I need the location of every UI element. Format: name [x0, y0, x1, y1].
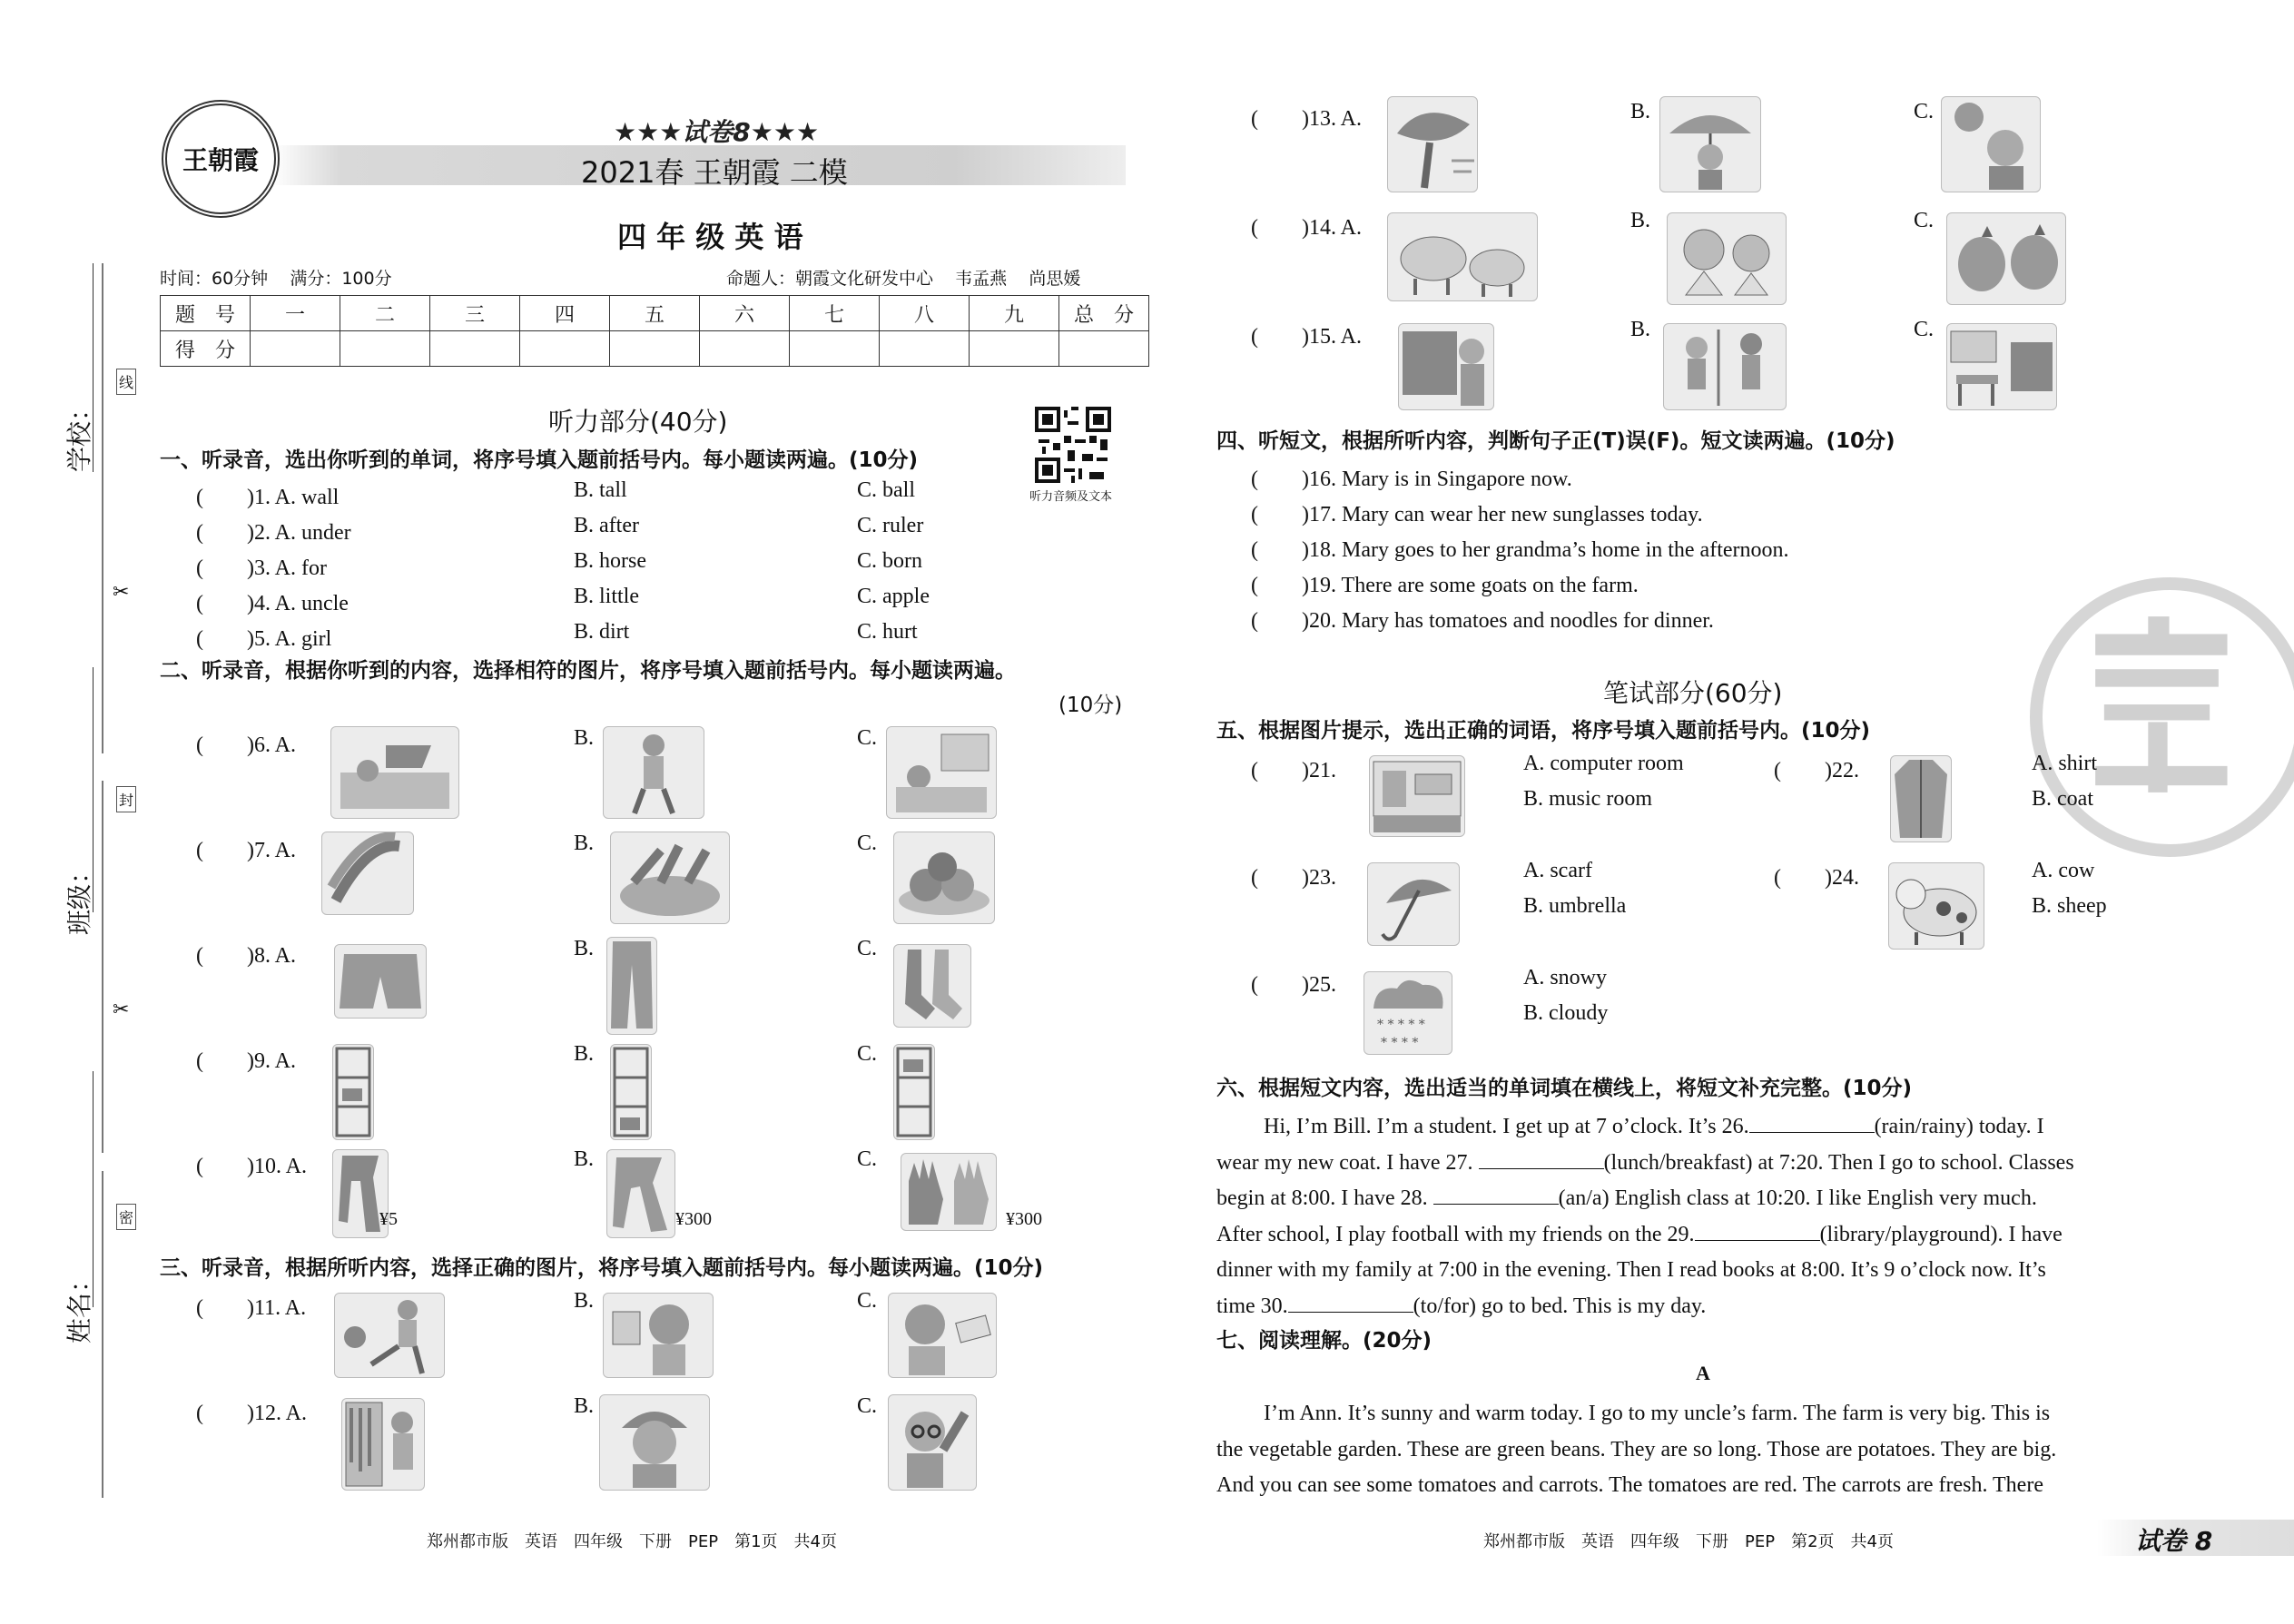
gloves-image[interactable] [901, 1153, 997, 1231]
boy-walking-image[interactable] [603, 726, 704, 819]
q-option[interactable]: B. [574, 832, 595, 855]
q-stem[interactable]: ( )24. [1774, 866, 1859, 890]
q-option[interactable]: A. shirt [2032, 752, 2097, 775]
boy-kicking-ball-image[interactable] [334, 1293, 445, 1378]
boy-in-bed-image[interactable] [330, 726, 459, 819]
gutter-line [102, 781, 103, 1153]
score-header-cell: 总 分 [1059, 296, 1149, 331]
subject-title: 四 年 级 英 语 [617, 220, 803, 254]
footer-left: 郑州都市版 英语 四年级 下册 PEP 第1页 共4页 [427, 1532, 837, 1551]
score-input-cell[interactable] [970, 331, 1059, 367]
q-option[interactable]: B. after [574, 514, 639, 537]
score-header-cell: 二 [340, 296, 430, 331]
umbrella-image[interactable] [1367, 862, 1460, 946]
q-option[interactable]: C. [1914, 318, 1935, 341]
gutter-blank-line [93, 1071, 94, 1307]
q-option[interactable]: A. snowy [1523, 966, 1608, 989]
q-option[interactable]: C. [857, 937, 878, 960]
passage-heading: A [1696, 1362, 1710, 1384]
q-stem[interactable]: ( )10. A. [196, 1155, 307, 1178]
cloze-line: begin at 8:00. I have 28. (an/a) English class at 10:20. I like English very much. [1216, 1186, 2037, 1210]
exam-authors: 命题人：朝霞文化研发中心 韦孟燕 尚思媛 [726, 269, 1081, 289]
q-option[interactable]: C. apple [857, 585, 930, 608]
q-option[interactable]: A. scarf [1523, 859, 1592, 882]
score-header-cell: 六 [700, 296, 790, 331]
gutter-mark: 线 [116, 369, 136, 395]
svg-text:* * * * *: * * * * * [1377, 1018, 1425, 1032]
q-option[interactable]: C. [857, 726, 878, 750]
q-stem[interactable]: ( )13. A. [1251, 107, 1362, 131]
qr-code-icon[interactable] [1035, 407, 1111, 483]
score-header-cell: 题 号 [161, 296, 251, 331]
q-stem[interactable]: ( )1. A. wall [196, 486, 340, 509]
q-option[interactable]: C. [857, 832, 878, 855]
footer-tag: 试卷 8 [2135, 1526, 2213, 1556]
boy-with-book-image[interactable] [603, 1293, 714, 1378]
windy-tree-image[interactable] [1387, 96, 1478, 192]
q-option[interactable]: C. [1914, 209, 1935, 232]
q-option[interactable]: B. [574, 1147, 595, 1171]
q-stem[interactable]: ( )15. A. [1251, 325, 1362, 349]
q-stem[interactable]: ( )25. [1251, 973, 1336, 997]
section2-score: (10分) [1058, 694, 1123, 717]
snow-cloud-image[interactable] [1364, 971, 1452, 1055]
q-stem[interactable]: ( )7. A. [196, 839, 296, 862]
q-option[interactable]: B. [574, 1289, 595, 1313]
green-beans-image[interactable] [321, 832, 414, 915]
school-label: 学校： [64, 395, 94, 472]
shelf-shoes-image-b[interactable] [610, 1044, 652, 1140]
gutter-mark: 封 [116, 786, 136, 812]
q-stem[interactable]: ( )14. A. [1251, 216, 1362, 240]
boy-at-wardrobe-image[interactable] [341, 1398, 425, 1491]
scissors-icon: ✂ [113, 999, 130, 1021]
carrots-basket-image[interactable] [610, 832, 730, 924]
tomatoes-plate-image[interactable] [893, 832, 995, 924]
listening-title: 听力部分(40分) [548, 407, 728, 437]
q-option[interactable]: C. [857, 1289, 878, 1313]
score-header-cell: 五 [610, 296, 700, 331]
sleeping-window-image[interactable] [886, 726, 997, 819]
coat-image[interactable] [1890, 755, 1952, 842]
section6-title: 六、根据短文内容，选出适当的单词填在横线上，将短文补充完整。(10分) [1216, 1077, 1913, 1100]
footer-right: 郑州都市版 英语 四年级 下册 PEP 第2页 共4页 [1483, 1532, 1894, 1551]
gutter-blank-line [93, 667, 94, 912]
q-option[interactable]: B. little [574, 585, 639, 608]
passage-line: the vegetable garden. These are green beans. They are so long. Those are potatoes. They are big. [1216, 1437, 2057, 1462]
q-option[interactable]: A. cow [2032, 859, 2095, 882]
q-option[interactable]: B. [1630, 209, 1651, 232]
q-option[interactable]: B. cloudy [1523, 1001, 1609, 1025]
section2-title: 二、听录音，根据你听到的内容，选择相符的图片，将序号填入题前括号内。每小题读两遍。 [160, 659, 1016, 683]
q-option[interactable]: C. [857, 1147, 878, 1171]
score-table [160, 295, 1149, 367]
scarf-image-b[interactable] [606, 1149, 675, 1238]
q-option[interactable]: B. sheep [2032, 894, 2107, 918]
cow-image[interactable] [1888, 862, 1984, 950]
sunny-boy-image[interactable] [1941, 96, 2041, 192]
tf-item[interactable]: ( )20. Mary has tomatoes and noodles for dinner. [1251, 609, 1714, 633]
q-stem[interactable]: ( )2. A. under [196, 521, 351, 545]
q-option[interactable]: B. dirt [574, 620, 630, 644]
q-stem[interactable]: ( )11. A. [196, 1296, 307, 1320]
gutter-mark: 密 [116, 1204, 136, 1230]
q-option[interactable]: B. [574, 1394, 595, 1418]
kids-playing-image[interactable] [1663, 323, 1787, 410]
classroom-image[interactable] [1946, 323, 2057, 410]
cloze-passage [1216, 1109, 2197, 1324]
q-option[interactable]: B. horse [574, 549, 646, 573]
q-stem[interactable]: ( )22. [1774, 759, 1859, 782]
q-option[interactable]: C. born [857, 549, 922, 573]
q-option[interactable]: C. ruler [857, 514, 924, 537]
blank-28[interactable] [1433, 1186, 1559, 1205]
section4-title: 四、听短文，根据所听内容，判断句子正(T)误(F)。短文读两遍。(10分) [1216, 429, 1895, 453]
q-option[interactable]: B. music room [1523, 787, 1652, 811]
q-stem[interactable]: ( )21. [1251, 759, 1336, 782]
series-label: ★★★试卷8★★★ [614, 117, 820, 147]
shelf-shoes-image-c[interactable] [893, 1044, 935, 1140]
blank-27[interactable] [1479, 1150, 1604, 1169]
q-stem[interactable]: ( )5. A. girl [196, 627, 332, 651]
q-stem[interactable]: ( )9. A. [196, 1049, 296, 1073]
score-header-cell: 八 [880, 296, 970, 331]
score-row-label: 得 分 [161, 331, 251, 367]
section7-title: 七、阅读理解。(20分) [1216, 1329, 1433, 1353]
q-option[interactable]: C. [1914, 100, 1935, 123]
tf-item[interactable]: ( )18. Mary goes to her grandma’s home in the afternoon. [1251, 538, 1789, 562]
score-input-cell[interactable] [610, 331, 700, 367]
passage-line: I’m Ann. It’s sunny and warm today. I go to my uncle’s farm. The farm is very big. This is [1264, 1402, 2051, 1425]
score-header-cell: 九 [970, 296, 1059, 331]
q-option[interactable]: C. hurt [857, 620, 918, 644]
q-stem[interactable]: ( )12. A. [196, 1402, 307, 1425]
q-option[interactable]: C. ball [857, 478, 915, 502]
gutter-line [102, 263, 103, 753]
q-stem[interactable]: ( )3. A. for [196, 556, 327, 580]
score-input-cell[interactable] [880, 331, 970, 367]
rainy-girl-image[interactable] [1659, 96, 1761, 192]
secret-seal-watermark [2030, 577, 2294, 857]
painting-woman-image[interactable] [1398, 323, 1494, 410]
q-stem[interactable]: ( )6. A. [196, 733, 296, 757]
scissors-icon: ✂ [113, 581, 130, 604]
score-input-cell[interactable] [430, 331, 520, 367]
socks-image[interactable] [893, 944, 971, 1028]
logo-text: 王朝霞 [182, 147, 259, 175]
q-option[interactable]: B. tall [574, 478, 627, 502]
q-option[interactable]: B. [574, 726, 595, 750]
ducks-image[interactable] [1667, 212, 1787, 305]
score-header-cell: 三 [430, 296, 520, 331]
section1-title: 一、听录音，选出你听到的单词，将序号填入题前括号内。每小题读两遍。(10分) [160, 448, 919, 472]
shelf-shoes-image-a[interactable] [332, 1044, 374, 1140]
svg-text:* * * *: * * * * [1381, 1036, 1419, 1050]
writing-title: 笔试部分(60分) [1603, 678, 1783, 708]
cloze-line: wear my new coat. I have 27. (lunch/breakfast) at 7:20. Then I go to school. Classes [1216, 1150, 2074, 1175]
score-input-cell[interactable] [700, 331, 790, 367]
score-input-cell[interactable] [340, 331, 430, 367]
page-title: 2021春 王朝霞 二模 [581, 155, 848, 190]
score-input-cell[interactable] [251, 331, 340, 367]
section3-title: 三、听录音，根据所听内容，选择正确的图片，将序号填入题前括号内。每小题读两遍。(10分) [160, 1256, 1044, 1280]
price-label: ¥300 [675, 1209, 712, 1229]
blank-30[interactable] [1288, 1294, 1413, 1313]
blank-26[interactable] [1749, 1114, 1875, 1133]
q-option[interactable]: C. [857, 1042, 878, 1066]
boy-with-glasses-image[interactable] [888, 1394, 977, 1491]
tf-item[interactable]: ( )17. Mary can wear her new sunglasses today. [1251, 503, 1703, 527]
score-input-cell[interactable] [1059, 331, 1149, 367]
q-option[interactable]: B. [574, 937, 595, 960]
sheep-image[interactable] [1387, 212, 1538, 301]
class-label: 班级： [64, 858, 94, 935]
tf-item[interactable]: ( )19. There are some goats on the farm. [1251, 574, 1639, 597]
shorts-image[interactable] [334, 944, 427, 1019]
name-label: 姓名： [64, 1266, 94, 1343]
score-input-cell[interactable] [520, 331, 610, 367]
music-room-image[interactable] [1369, 755, 1465, 837]
q-stem[interactable]: ( )8. A. [196, 944, 296, 968]
cloze-line: dinner with my family at 7:00 in the evening. Then I read books at 8:00. It’s 9 o’clock now. It’s [1216, 1258, 2046, 1282]
passage-line: And you can see some tomatoes and carrots. The tomatoes are red. The carrots are fresh. There [1216, 1473, 2043, 1497]
boy-with-hat-image[interactable] [599, 1394, 710, 1491]
gutter-line [102, 1171, 103, 1498]
gutter-blank-line [93, 263, 94, 472]
exam-time: 时间：60分钟 满分：100分 [160, 269, 392, 289]
score-header-cell: 四 [520, 296, 610, 331]
score-header-cell: 七 [790, 296, 880, 331]
cloze-line: After school, I play football with my friends on the 29. (library/playground). I have [1216, 1222, 2063, 1246]
q-option[interactable]: C. [857, 1394, 878, 1418]
q-option[interactable]: B. [1630, 318, 1651, 341]
q-option[interactable]: A. computer room [1523, 752, 1684, 775]
q-stem[interactable]: ( )4. A. uncle [196, 592, 349, 615]
hens-image[interactable] [1946, 212, 2066, 305]
cloze-line: time 30. (to/for) go to bed. This is my day. [1216, 1294, 1707, 1318]
girl-with-card-image[interactable] [888, 1293, 997, 1378]
qr-caption: 听力音频及文本 [1029, 490, 1113, 504]
q-option[interactable]: B. coat [2032, 787, 2093, 811]
cloze-line: Hi, I’m Bill. I’m a student. I get up at 7 o’clock. It’s 26. (rain/rainy) today. I [1264, 1115, 2044, 1138]
logo-badge [162, 100, 280, 218]
q-option[interactable]: B. [574, 1042, 595, 1066]
pants-image[interactable] [606, 937, 657, 1035]
section5-title: 五、根据图片提示，选出正确的词语，将序号填入题前括号内。(10分) [1216, 719, 1871, 743]
blank-29[interactable] [1695, 1222, 1820, 1241]
q-stem[interactable]: ( )23. [1251, 866, 1336, 890]
score-input-cell[interactable] [790, 331, 880, 367]
reading-passage [1216, 1396, 2197, 1504]
score-header-cell: 一 [251, 296, 340, 331]
price-label: ¥5 [379, 1209, 398, 1229]
price-label: ¥300 [1006, 1209, 1042, 1229]
q-option[interactable]: B. [1630, 100, 1651, 123]
tf-item[interactable]: ( )16. Mary is in Singapore now. [1251, 468, 1572, 491]
q-option[interactable]: B. umbrella [1523, 894, 1627, 918]
